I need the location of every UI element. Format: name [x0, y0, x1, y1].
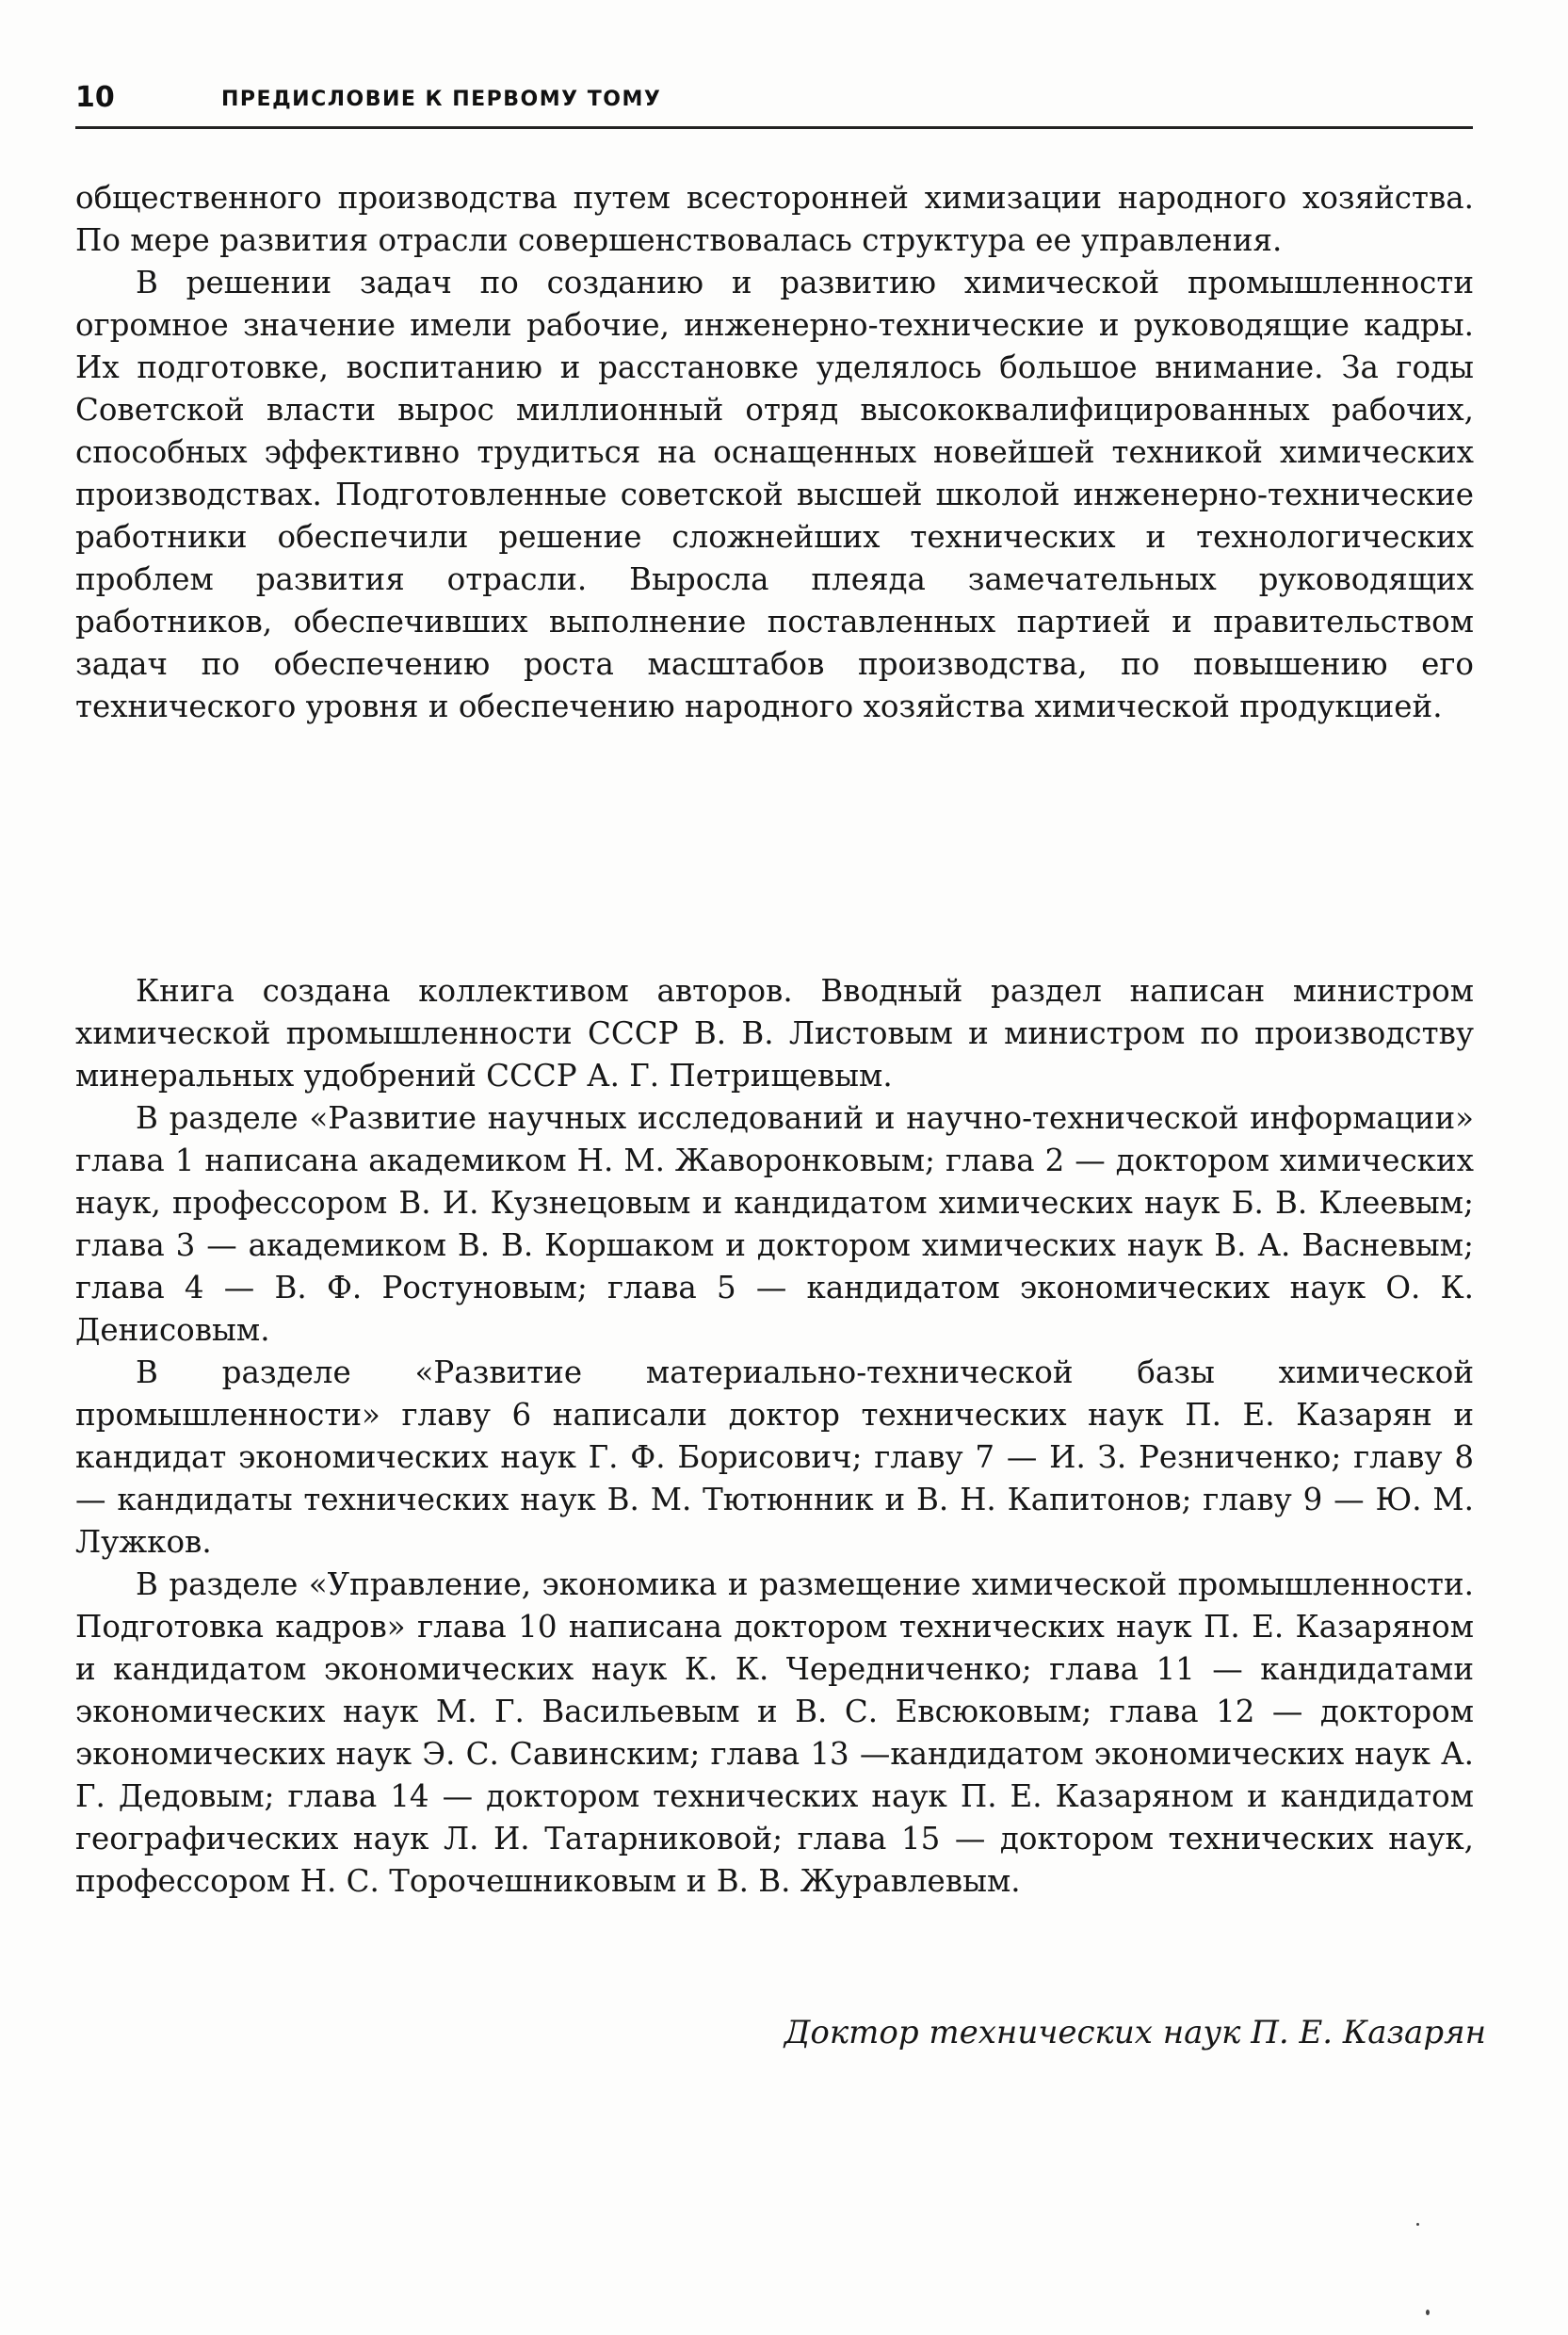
running-header [75, 79, 1473, 129]
paragraph: В разделе «Развитие научных исследований и научно-технической информации» глава 1 написана академиком Н. М. Жаворонковым; глава 2 — доктором химических наук, профессором В. И. Кузнецовым и кандидатом химических наук Б. В. Клеевым; глава 3 — академиком В. В. Коршаком и доктором химических наук В. А. Васневым; глава 4 — В. Ф. Ростуновым; глава 5 — кандидатом экономических наук О. К. Денисовым. [75, 1100, 1474, 1348]
scan-speck [1416, 2223, 1419, 2226]
text-block-authors [75, 970, 1474, 1903]
scan-speck [1426, 2310, 1430, 2315]
paragraph: В решении задач по созданию и развитию химической промышленности огромное значение имели рабочие, инженерно-технические и руководящие кадры. Их подготовке, воспитанию и расстановке уделялось большое внимание. За годы Советской власти вырос миллионный отряд высококвалифицированных рабочих, способных эффективно трудиться на оснащенных новейшей техникой химических производствах. Подготовленные советской высшей школой инженерно-технические работники обеспечили решение сложнейших технических и технологических проблем развития отрасли. Выросла плеяда замечательных руководящих работников, обеспечивших выполнение поставленных партией и правительством задач по обеспечению роста масштабов производства, по повышению его технического уровня и обеспечению народного хозяйства химической продукцией. [75, 265, 1474, 724]
paragraph: Книга создана коллективом авторов. Вводный раздел написан министром химической промышленности СССР В. В. Листовым и министром по производству минеральных удобрений СССР А. Г. Петрищевым. [75, 973, 1474, 1094]
paragraph: В разделе «Развитие материально-технической базы химической промышленности» главу 6 написали доктор технических наук П. Е. Казарян и кандидат экономических наук Г. Ф. Борисович; главу 7 — И. З. Резниченко; главу 8 — кандидаты технических наук В. М. Тютюнник и В. Н. Капитонов; главу 9 — Ю. М. Лужков. [75, 1354, 1474, 1560]
paragraph: В разделе «Управление, экономика и размещение химической промышленности. Подготовка кадров» глава 10 написана доктором технических наук П. Е. Казаряном и кандидатом экономических наук К. К. Чередниченко; глава 11 — кандидатами экономических наук М. Г. Васильевым и В. С. Евсюковым; глава 12 — доктором экономических наук Э. С. Савинским; глава 13 —кандидатом экономических наук А. Г. Дедовым; глава 14 — доктором технических наук П. Е. Казаряном и кандидатом географических наук Л. И. Татарниковой; глава 15 — доктором технических наук, профессором Н. С. Торочешниковым и В. В. Журавлевым. [75, 1566, 1474, 1899]
author-signature: Доктор технических наук П. Е. Казарян [784, 2014, 1486, 2051]
running-section-title: ПРЕДИСЛОВИЕ К ПЕРВОМУ ТОМУ [221, 88, 662, 111]
paragraph: общественного производства путем всесторонней химизации народного хозяйства. По мере развития отрасли совершенствовалась структура ее управления. [75, 180, 1474, 258]
text-block-closing [75, 177, 1474, 728]
page-number: 10 [75, 81, 115, 114]
